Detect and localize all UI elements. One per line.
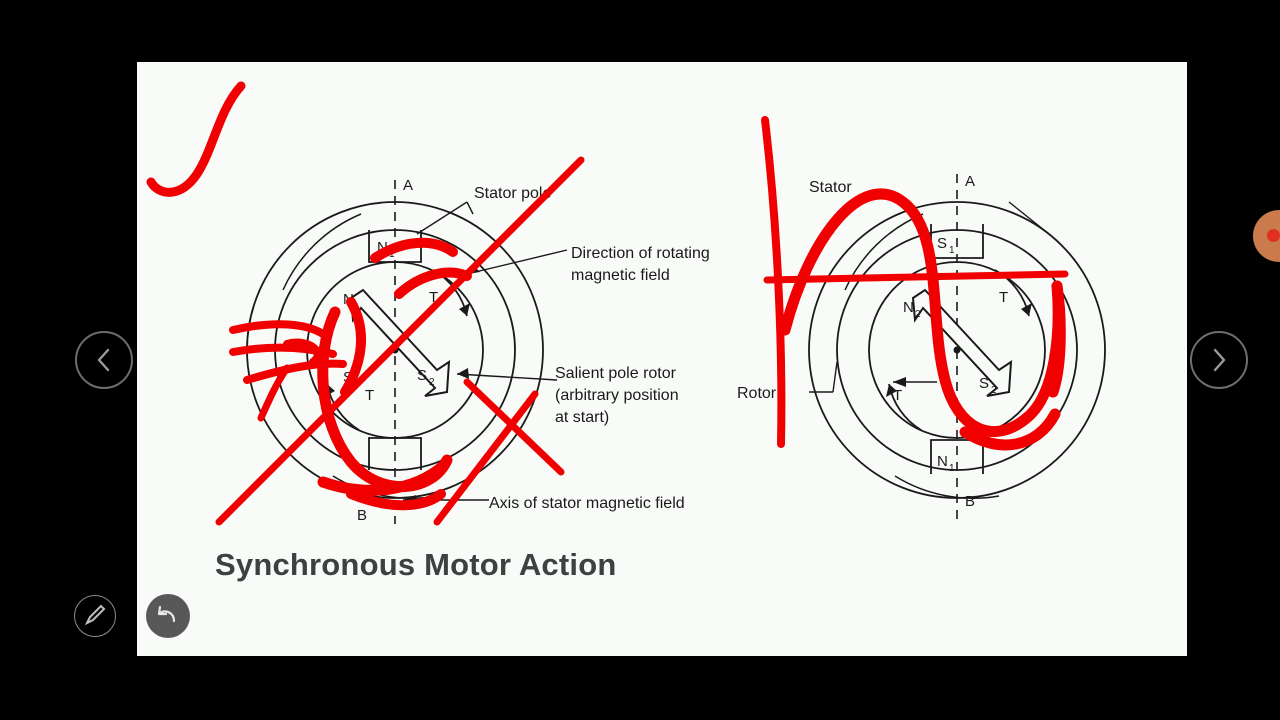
left-torque-top: T (429, 289, 439, 306)
left-torque-bottom: T (365, 387, 375, 404)
callout-direction-line2: magnetic field (571, 267, 670, 284)
pen-icon (75, 596, 114, 635)
right-axis-bottom-label: B (965, 493, 976, 510)
right-torque-right: T (999, 289, 1009, 306)
left-rotor-s2-sub: 2 (429, 377, 435, 388)
callout-salient-line1: Salient pole rotor (555, 365, 676, 382)
left-rotor-s2: S (417, 367, 428, 384)
right-stator-s1-sub: 1 (949, 245, 955, 256)
page-title: Synchronous Motor Action (215, 547, 617, 582)
right-stator-label: Stator (809, 179, 852, 196)
right-rotor-n2: N (903, 299, 914, 316)
right-stator-s1: S (937, 235, 948, 252)
undo-button[interactable] (146, 594, 190, 638)
right-axis-top-label: A (965, 173, 976, 190)
edge-avatar-dot (1267, 229, 1280, 242)
chevron-left-icon (77, 333, 131, 387)
pen-tool-button[interactable] (74, 595, 116, 637)
right-torque-bottom: T (893, 387, 903, 404)
right-rotor-label: Rotor (737, 385, 777, 402)
callout-direction-line1: Direction of rotating (571, 245, 710, 262)
undo-icon (146, 594, 190, 638)
left-stator-n1-sub: 1 (389, 249, 395, 260)
left-stator-n1: N (377, 239, 388, 256)
chevron-right-icon (1192, 333, 1246, 387)
callout-stator-pole: Stator pole (474, 185, 552, 202)
right-stator-n1: N (937, 453, 948, 470)
right-rotor-n2-sub: 2 (915, 309, 921, 320)
left-rotor-n: N (343, 291, 354, 308)
right-rotor-s2-sub: 2 (991, 385, 997, 396)
left-axis-top-label: A (403, 177, 414, 194)
previous-slide-button[interactable] (75, 331, 133, 389)
left-rotor-s: S (343, 369, 354, 386)
left-axis-bottom-label: B (357, 507, 368, 524)
callout-axis-field: Axis of stator magnetic field (489, 495, 685, 512)
callout-salient-line3: at start) (555, 409, 610, 426)
slide-canvas[interactable] (137, 62, 1187, 656)
next-slide-button[interactable] (1190, 331, 1248, 389)
right-rotor-s2: S (979, 375, 990, 392)
callout-salient-line2: (arbitrary position (555, 387, 679, 404)
right-stator-n1-sub: 1 (949, 463, 955, 474)
